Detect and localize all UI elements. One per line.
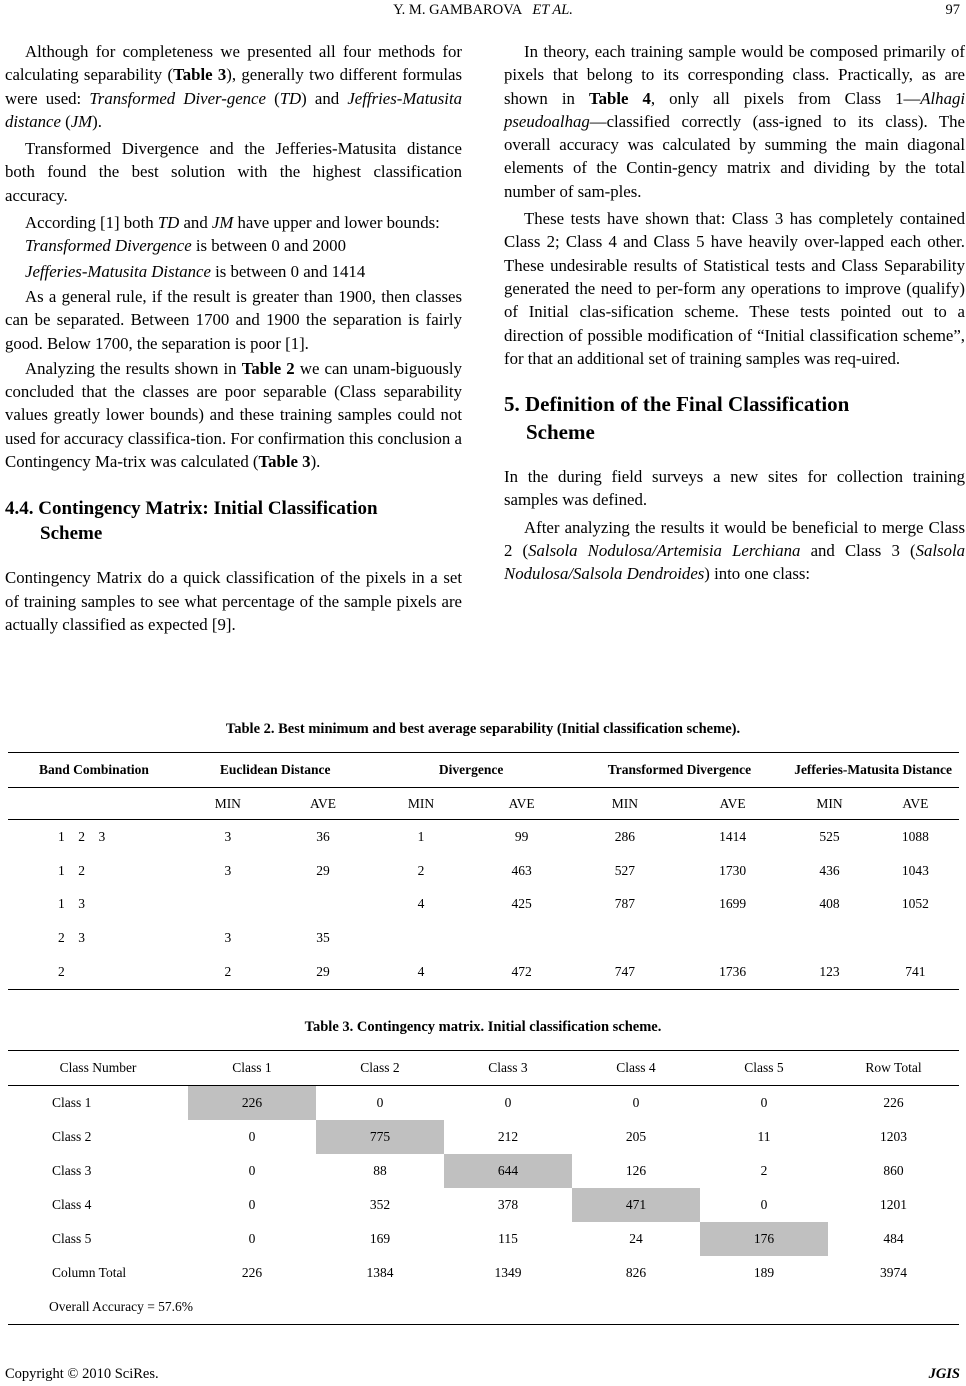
term: JM	[70, 111, 93, 131]
running-header	[0, 0, 966, 24]
row-label-cell: Class 2	[52, 1129, 92, 1144]
text-run: is between 0 and 2000	[191, 236, 346, 256]
table-row	[8, 888, 959, 922]
overall-accuracy-row	[8, 1290, 959, 1325]
term: Transformed Diver-gence	[89, 88, 266, 108]
table3-header: Class 3	[444, 1051, 572, 1086]
heading-line: 5. Definition of the Final Classification	[504, 392, 850, 417]
table-cell: 11	[757, 1129, 771, 1144]
table-cell: 29	[276, 955, 371, 989]
table-cell	[872, 921, 959, 955]
bound-line	[5, 260, 462, 283]
table-cell: 644	[444, 1154, 572, 1188]
table-cell: 1203	[880, 1129, 907, 1144]
table-row	[8, 820, 959, 854]
table-cell	[572, 921, 678, 955]
table-row	[8, 1120, 959, 1154]
table-row	[8, 1086, 959, 1121]
table-cell: 226	[883, 1095, 904, 1110]
table-row	[8, 921, 959, 955]
paragraph: Transformed Divergence and the Jefferies-Matusita distance both found the best solution with the highest classification accuracy.	[5, 139, 462, 205]
left-column	[5, 40, 462, 636]
text-run: In theory, each training sample would be composed primarily of pixels that belong to its corresponding class. Practically, as are shown in	[504, 42, 965, 108]
table-cell: 29	[316, 862, 330, 878]
text-run: ) into one class:	[704, 564, 811, 584]
table-cell: 3974	[880, 1265, 907, 1280]
table-cell: 189	[753, 1265, 775, 1280]
table-cell	[180, 888, 276, 922]
table2-header: Jefferies-Matusita Distance	[787, 753, 959, 788]
paragraph	[504, 40, 965, 203]
table-cell: 3	[224, 930, 232, 946]
table2-header: Band Combination	[8, 753, 180, 788]
table-cell: 99	[514, 828, 529, 844]
table-cell: 123	[787, 955, 872, 989]
table-row	[8, 955, 959, 989]
table-cell: 471	[572, 1188, 700, 1222]
table-cell: 1	[417, 828, 425, 844]
table2-subheader: MIN	[572, 788, 678, 820]
table-cell: 1349	[494, 1265, 522, 1280]
table-cell: 0	[376, 1095, 384, 1110]
table-cell: 484	[883, 1231, 904, 1246]
heading-line: Scheme	[40, 522, 103, 544]
right-column	[504, 40, 965, 586]
footer-copyright: Copyright © 2010 SciRes.	[5, 1366, 159, 1382]
text-run: ).	[310, 452, 321, 472]
section-heading-4-4	[5, 497, 462, 546]
table-cell: 24	[629, 1231, 643, 1246]
row-label-cell: Class 3	[52, 1163, 92, 1178]
paragraph	[5, 211, 462, 234]
table-cell: 0	[248, 1231, 256, 1246]
table-cell: 2	[180, 955, 276, 989]
running-title	[0, 2, 966, 19]
table-cell: 1736	[678, 955, 787, 989]
table-cell: 176	[700, 1222, 828, 1256]
footer-journal: JGIS	[928, 1366, 960, 1382]
table-row	[8, 854, 959, 888]
table-cell: 35	[316, 930, 330, 946]
text-run: have upper and lower bounds:	[233, 213, 440, 233]
row-label-cell: Class 5	[52, 1231, 92, 1246]
table2-subheader: MIN	[370, 788, 471, 820]
term: JM	[211, 213, 234, 233]
paragraph	[5, 357, 462, 473]
paragraph	[504, 516, 965, 586]
section-heading-5	[504, 390, 965, 446]
paragraph: In the during field surveys a new sites for collection training samples was defined.	[504, 467, 965, 510]
text-run: we can unam-biguously concluded that the classes are poor separable (Class separability values greatly lower bounds) and these training samples could not used for accuracy classifica-tion. For confirmation this conclusion a Contingency Ma-trix was calculated (	[5, 358, 462, 472]
text-run: is between 0 and 1414	[210, 261, 366, 281]
table-cell: 3	[224, 862, 232, 878]
text-run: and Class 3 (	[800, 541, 916, 561]
text-run: After analyzing the results it would be beneficial to merge Class 2 (	[504, 517, 965, 561]
paragraph: As a general rule, if the result is greater than 1900, then classes can be separated. Between 1700 and 1900 the separation is fairly good. Below 1700, the separation is poor [1].	[5, 286, 462, 353]
table2-subheader: AVE	[472, 788, 572, 820]
term: TD	[157, 213, 180, 233]
table-cell: 1730	[719, 862, 747, 878]
table-cell: 2	[760, 1163, 768, 1178]
band-combination-cell: 1 2 3	[58, 828, 106, 844]
text-run: , only all pixels from Class 1—	[650, 88, 921, 108]
table2-header: Euclidean Distance	[180, 753, 370, 788]
table2-subheader: AVE	[872, 788, 959, 820]
table-cell: 747	[572, 955, 678, 989]
table-row	[8, 1222, 959, 1256]
table2-header: Divergence	[370, 753, 571, 788]
table-cell: 126	[625, 1163, 647, 1178]
table3-header: Class 4	[572, 1051, 700, 1086]
table-cell: 0	[248, 1163, 256, 1178]
table-ref: Table 2	[241, 358, 295, 378]
table-cell: 1201	[880, 1197, 907, 1212]
table-cell: 0	[504, 1095, 512, 1110]
table2-subheader: AVE	[678, 788, 787, 820]
table-cell: 226	[241, 1265, 263, 1280]
table-cell: 226	[188, 1086, 316, 1121]
table-cell: 205	[625, 1129, 647, 1144]
table-cell: 169	[369, 1231, 391, 1246]
table-cell: 463	[511, 862, 532, 878]
table3-header: Class Number	[8, 1051, 188, 1086]
species-name: Alhagi pseudoalhag	[504, 88, 966, 131]
table-cell	[276, 888, 371, 922]
band-combination-cell: 2	[8, 955, 180, 989]
species-name: Salsola Nodulosa/Salsola Dendroides	[504, 541, 965, 584]
table2-subheader: AVE	[276, 788, 371, 820]
text-run: Although for completeness we presented all four methods for calculating separability (	[5, 42, 462, 85]
table-cell: 0	[632, 1095, 640, 1110]
table3	[8, 1050, 959, 1325]
term: Jefferies-Matusita Distance	[25, 261, 211, 281]
table2-subheader	[8, 788, 180, 820]
heading-line: Scheme	[526, 420, 595, 445]
table-cell: 1384	[366, 1265, 394, 1280]
paragraph	[5, 40, 462, 133]
table-cell: 525	[819, 828, 840, 844]
table-cell: 787	[614, 896, 635, 912]
table-cell: 775	[316, 1120, 444, 1154]
species-name: Salsola Nodulosa/Artemisia Lerchiana	[528, 541, 801, 561]
table-cell	[787, 921, 872, 955]
bound-line	[5, 234, 462, 257]
term: Transformed Divergence	[25, 236, 192, 256]
table-cell: 860	[883, 1163, 904, 1178]
table-cell: 1043	[901, 862, 929, 878]
overall-accuracy: Overall Accuracy = 57.6%	[8, 1290, 959, 1325]
paragraph: Contingency Matrix do a quick classification of the pixels in a set of training samples to see what percentage of the sample pixels are actually classified as expected [9].	[5, 568, 462, 634]
table-cell: 286	[614, 828, 635, 844]
table-cell: 408	[819, 896, 840, 912]
table-cell: 472	[472, 955, 572, 989]
heading-line: 4.4. Contingency Matrix: Initial Classification	[5, 498, 378, 520]
band-combination-cell: 1 2	[58, 862, 85, 878]
text-run: ).	[92, 111, 102, 131]
text-run: and	[179, 213, 212, 233]
table-cell: 88	[373, 1163, 387, 1178]
table-cell: 378	[497, 1197, 519, 1212]
band-combination-cell: 2 3	[58, 930, 85, 946]
table-cell: 3	[224, 828, 232, 844]
table-cell: 2	[417, 862, 425, 878]
table-cell: 4	[417, 896, 425, 912]
table3-caption: Table 3. Contingency matrix. Initial classification scheme.	[304, 1019, 662, 1035]
table3-header: Class 1	[188, 1051, 316, 1086]
running-title-etal: ET AL.	[532, 2, 573, 18]
table-cell: 1699	[719, 896, 747, 912]
table-cell	[472, 921, 572, 955]
table-cell: 436	[819, 862, 840, 878]
running-title-author: Y. M. GAMBAROVA	[393, 2, 522, 18]
table3-header: Row Total	[828, 1051, 959, 1086]
table-cell: 0	[760, 1095, 768, 1110]
row-label-cell: Class 1	[52, 1095, 92, 1110]
text-run: ), generally two different formulas were used:	[5, 65, 462, 108]
table3-header: Class 2	[316, 1051, 444, 1086]
table-cell: 0	[248, 1197, 256, 1212]
text-run: (	[265, 88, 280, 108]
text-run: According [1] both	[25, 213, 158, 233]
table2-header: Transformed Divergence	[572, 753, 787, 788]
table-cell: 352	[369, 1197, 391, 1212]
table-cell: 1414	[719, 828, 747, 844]
text-run: (	[60, 111, 71, 131]
table-cell	[678, 921, 787, 955]
page-number: 97	[945, 2, 960, 18]
table-cell: 0	[248, 1129, 256, 1144]
table-cell: 826	[625, 1265, 647, 1280]
table-cell: 527	[614, 862, 635, 878]
table-ref: Table 3	[258, 452, 311, 472]
term: Jeffries-Matusita distance	[5, 88, 462, 131]
table-row	[8, 1188, 959, 1222]
row-label-cell: Column Total	[52, 1265, 127, 1280]
table2	[8, 752, 959, 990]
table-cell: 425	[511, 896, 532, 912]
table-row	[8, 1154, 959, 1188]
table2-caption: Table 2. Best minimum and best average separability (Initial classification scheme).	[225, 721, 741, 737]
table-ref: Table 4	[588, 88, 651, 108]
table-cell: 212	[497, 1129, 519, 1144]
table-cell: 1088	[901, 828, 929, 844]
text-run: ) and	[301, 88, 348, 108]
band-combination-cell: 1 3	[58, 896, 85, 912]
text-run: —classified correctly (ass-igned to its class). The overall accuracy was calculated by summing the main diagonal elements of the Contin-gency matrix and dividing by the total number of sam-ples.	[504, 111, 965, 201]
table-cell: 115	[498, 1231, 518, 1246]
table-cell: 741	[872, 955, 959, 989]
table-cell: 0	[760, 1197, 768, 1212]
table-ref: Table 3	[173, 65, 227, 85]
table2-subheader: MIN	[787, 788, 872, 820]
table3-header: Class 5	[700, 1051, 828, 1086]
text-run: Analyzing the results shown in	[25, 358, 242, 378]
table-cell	[370, 921, 471, 955]
table2-subheader: MIN	[180, 788, 276, 820]
row-label-cell: Class 4	[52, 1197, 92, 1212]
term: TD	[279, 88, 302, 108]
table-cell: 1052	[901, 896, 929, 912]
table-cell: 4	[370, 955, 471, 989]
table-row	[8, 1256, 959, 1290]
paragraph: These tests have shown that: Class 3 has completely contained Class 2; Class 4 and Class 5 have heavily over-lapped each other. These undesirable results of Statistical tests and Class Separability generated the need to per-form any operations to improve (qualify) of Initial clas-sification scheme. These tests pointed out to a direction of possible modification of “Initial classification scheme”, for that an additional set of training samples was req-uired.	[504, 209, 965, 368]
table-cell: 36	[316, 828, 330, 844]
